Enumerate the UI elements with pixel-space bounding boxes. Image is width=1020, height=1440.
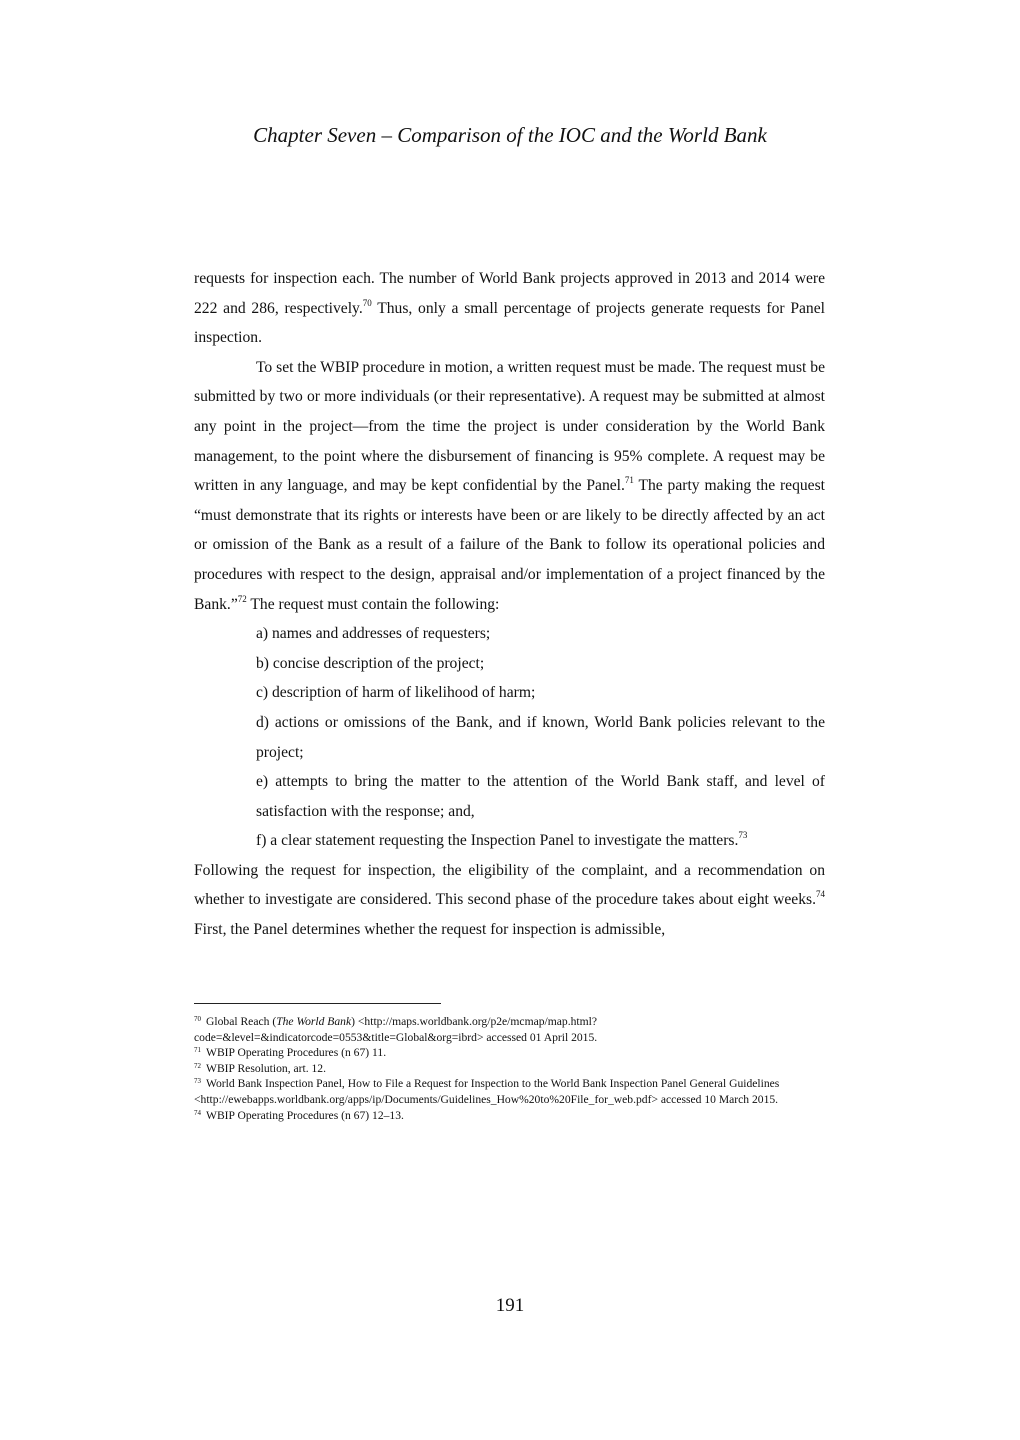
footnote-number: 73 bbox=[194, 1077, 201, 1086]
footnotes bbox=[194, 1014, 834, 1123]
paragraph-3 bbox=[194, 856, 825, 945]
footnote-number: 70 bbox=[194, 1015, 201, 1023]
list-item: d) actions or omissions of the Bank, and if known, World Bank policies relevant to the project; bbox=[256, 713, 825, 761]
footnote-number: 71 bbox=[194, 1046, 201, 1055]
footnote-text: WBIP Operating Procedures (n 67) 12–13. bbox=[206, 1108, 404, 1122]
footnote bbox=[194, 1076, 834, 1107]
footnote-ref: 70 bbox=[362, 297, 372, 308]
paragraph-2 bbox=[194, 353, 825, 619]
footnote-ref: 73 bbox=[738, 830, 748, 841]
paragraph-1 bbox=[194, 264, 825, 353]
paragraph-text: Following the request for inspection, the eligibility of the complaint, and a recommendation on whether to investigate are considered. This second phase of the procedure takes about eight weeks. bbox=[194, 861, 825, 909]
body-text bbox=[194, 264, 825, 945]
footnote-text: ) <http://maps.worldbank.org/p2e/mcmap/map.html?code=&level=&indicatorcode=0553&title=Global&org=ibrd> accessed 01 April 2015. bbox=[194, 1015, 598, 1044]
footnote-separator bbox=[194, 1003, 441, 1004]
paragraph-text: The request must contain the following: bbox=[246, 595, 500, 613]
list-item: e) attempts to bring the matter to the attention of the World Bank staff, and level of satisfaction with the response; and, bbox=[256, 773, 825, 820]
paragraph-text: First, the Panel determines whether the request for inspection is admissible, bbox=[194, 921, 666, 939]
footnote-ref: 71 bbox=[624, 475, 634, 486]
footnote-ref: 72 bbox=[237, 593, 247, 604]
paragraph-text: The party making the request “must demonstrate that its rights or interests have been or are likely to be directly affected by an act or omission of the Bank as a result of a failure of the Bank to follow its operational policies and procedures with respect to the design, appraisal and/or implementation of a project financed by the Bank.” bbox=[194, 477, 825, 613]
footnote bbox=[194, 1045, 834, 1061]
list-item bbox=[194, 826, 825, 856]
footnote-number: 72 bbox=[194, 1061, 201, 1070]
footnote-text: WBIP Operating Procedures (n 67) 11. bbox=[206, 1046, 387, 1060]
footnote bbox=[194, 1108, 834, 1124]
page-number: 191 bbox=[495, 1295, 525, 1316]
footnote-text: Global Reach ( bbox=[206, 1015, 277, 1028]
footnote-text: WBIP Resolution, art. 12. bbox=[206, 1061, 327, 1075]
list-item: b) concise description of the project; bbox=[256, 654, 485, 672]
footnote-italic: The World Bank bbox=[276, 1015, 352, 1028]
paragraph-text: requests for inspection each. The number of World Bank projects approved in 2013 and 2014 were 222 and 286, respectively. bbox=[194, 270, 825, 317]
footnote-text: World Bank Inspection Panel, How to File a Request for Inspection to the World Bank Inspection Panel General Guidelines <http://ewebapps.worldbank.org/apps/ip/Documents/Guidelines_How%20to%20File_for_web.pdf> accessed 10 March 2015. bbox=[194, 1077, 780, 1106]
footnote-ref: 74 bbox=[816, 889, 825, 900]
paragraph-text: To set the WBIP procedure in motion, a written request must be made. The request must be submitted by two or more individuals (or their representative). A request may be submitted at almost any point in the project—from the time the project is under consideration by the World Bank management, to the point where the disbursement of financing is 95% complete. A request may be written in any language, and may be kept confidential by the Panel. bbox=[194, 358, 825, 495]
list-item-text: f) a clear statement requesting the Inspection Panel to investigate the matters. bbox=[256, 832, 739, 850]
list-item: c) description of harm of likelihood of harm; bbox=[256, 684, 536, 702]
running-head: Chapter Seven – Comparison of the IOC and the World Bank bbox=[253, 123, 767, 147]
list-item: a) names and addresses of requesters; bbox=[256, 625, 491, 643]
footnote-number: 74 bbox=[194, 1108, 201, 1117]
paragraph-text: Thus, only a small percentage of projects generate requests for Panel inspection. bbox=[194, 299, 825, 347]
footnote bbox=[194, 1014, 834, 1045]
footnote bbox=[194, 1061, 834, 1077]
